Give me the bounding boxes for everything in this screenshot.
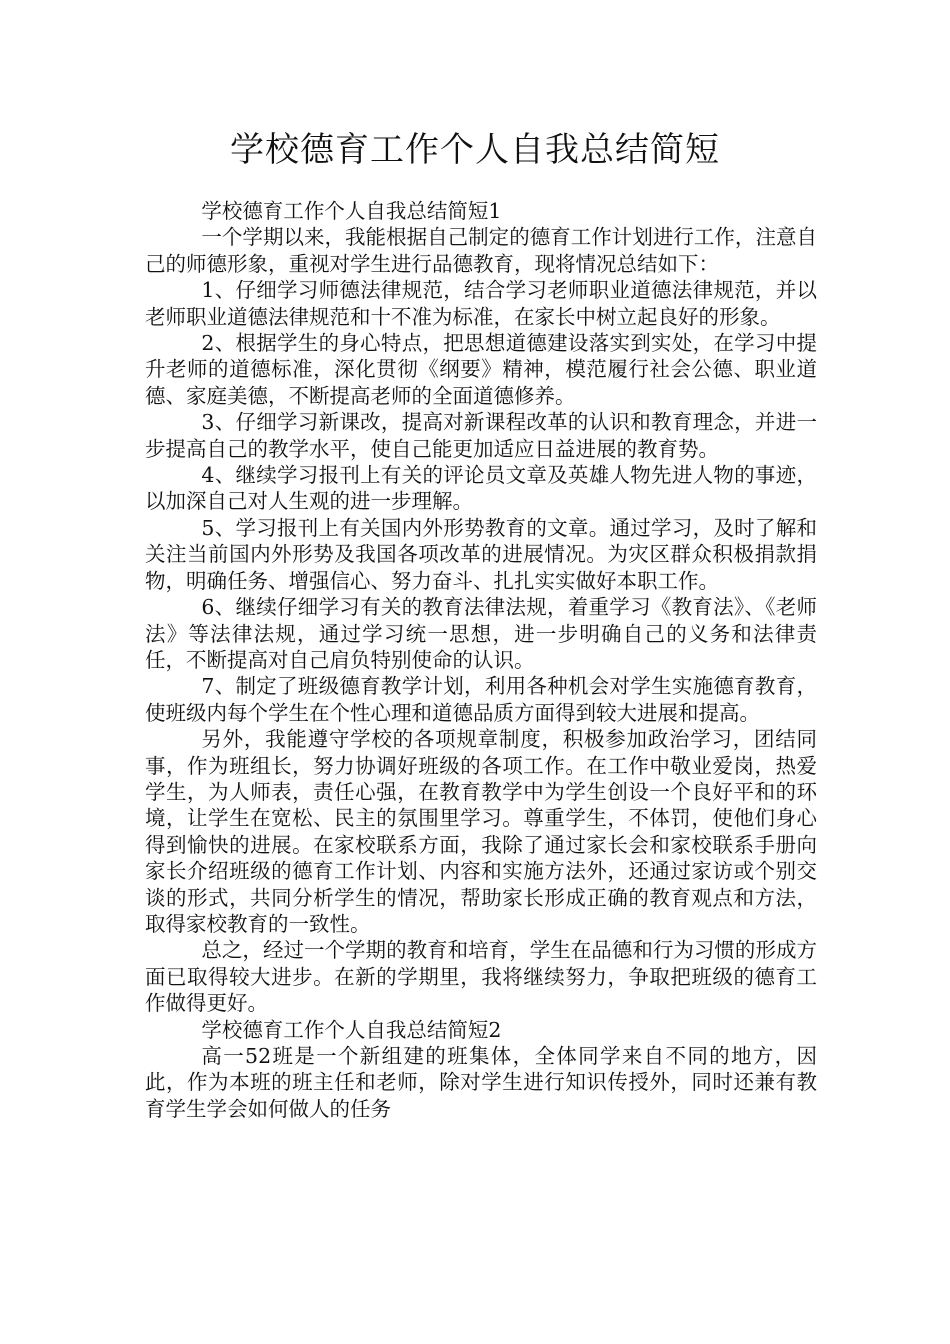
paragraph-conclusion: 总之，经过一个学期的教育和培育，学生在品德和行为习惯的形成方面已取得较大进步。在新的学期里，我将继续努力，争取把班级的德育工作做得更好。 [145,938,817,1016]
paragraph-item-4: 4、继续学习报刊上有关的评论员文章及英雄人物先进人物的事迹，以加深自己对人生观的进一步理解。 [145,463,817,514]
paragraph-item-1: 1、仔细学习师德法律规范，结合学习老师职业道德法律规范，并以老师职业道德法律规范和十不准为标准，在家长中树立起良好的形象。 [145,278,817,329]
document-title: 学校德育工作个人自我总结简短 [230,130,720,170]
paragraph-additionally: 另外，我能遵守学校的各项规章制度，积极参加政治学习，团结同事，作为班组长，努力协调好班级的各项工作。在工作中敬业爱岗，热爱学生，为人师表，责任心强，在教育教学中为学生创设一个良好平和的环境，让学生在宽松、民主的氛围里学习。尊重学生，不体罚，使他们身心得到愉快的进展。在家校联系方面，我除了通过家长会和家校联系手册向家长介绍班级的德育工作计划、内容和实施方法外，还通过家访或个别交谈的形式，共同分析学生的情况，帮助家长形成正确的教育观点和方法，取得家校教育的一致性。 [145,727,817,936]
document-body [145,198,817,1122]
paragraph-item-7: 7、制定了班级德育教学计划，利用各种机会对学生实施德育教育，使班级内每个学生在个性心理和道德品质方面得到较大进展和提高。 [145,674,817,725]
paragraph-item-3: 3、仔细学习新课改，提高对新课程改革的认识和教育理念，并进一步提高自己的教学水平，使自己能更加适应日益进展的教育势。 [145,410,817,461]
paragraph-class-intro: 高一52班是一个新组建的班集体，全体同学来自不同的地方，因此，作为本班的班主任和老师，除对学生进行知识传授外，同时还兼有教育学生学会如何做人的任务 [145,1044,817,1121]
paragraph-item-5: 5、学习报刊上有关国内外形势教育的文章。通过学习，及时了解和关注当前国内外形势及我国各项改革的进展情况。为灾区群众积极捐款捐物，明确任务、增强信心、努力奋斗、扎扎实实做好本职工作。 [145,515,817,593]
section-heading-2: 学校德育工作个人自我总结简短2 [201,1017,502,1042]
paragraph-item-6: 6、继续仔细学习有关的教育法律法规，着重学习《教育法》、《老师法》等法律法规，通过学习统一思想，进一步明确自己的义务和法律责任，不断提高对自己肩负特别使命的认识。 [145,595,817,672]
paragraph-item-2: 2、根据学生的身心特点，把思想道德建设落实到实处，在学习中提升老师的道德标准，深化贯彻《纲要》精神，模范履行社会公德、职业道德、家庭美德，不断提高老师的全面道德修养。 [145,331,817,408]
section-heading-1: 学校德育工作个人自我总结简短1 [201,199,502,223]
paragraph-intro: 一个学期以来，我能根据自己制定的德育工作计划进行工作，注意自己的师德形象，重视对学生进行品德教育，现将情况总结如下： [145,225,817,276]
